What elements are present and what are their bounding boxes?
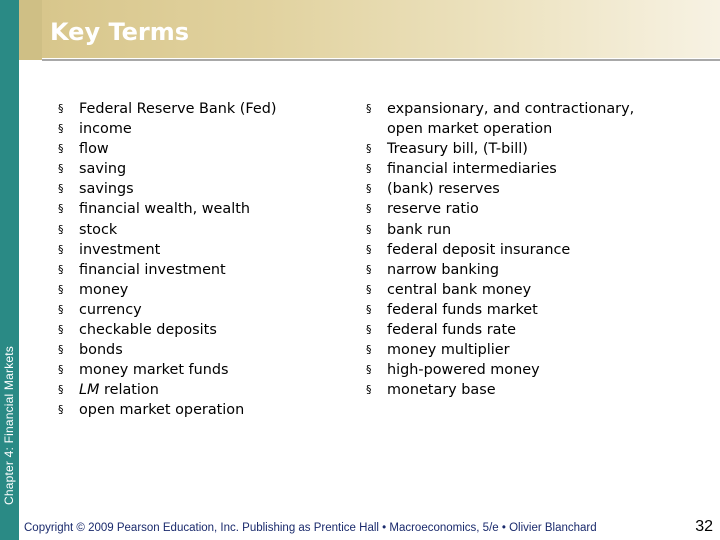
term-text: financial intermediaries bbox=[387, 161, 557, 178]
bullet-icon: § bbox=[58, 363, 64, 377]
bullet-icon: § bbox=[58, 383, 64, 397]
key-terms-right-list bbox=[366, 99, 686, 400]
list-item bbox=[58, 400, 318, 420]
list-item bbox=[366, 360, 686, 380]
term-text: currency bbox=[79, 301, 142, 318]
term-text: financial investment bbox=[79, 261, 226, 278]
term-text: money bbox=[79, 281, 129, 298]
bullet-icon: § bbox=[366, 363, 372, 377]
bullet-icon: § bbox=[58, 182, 64, 196]
bullet-icon: § bbox=[366, 182, 372, 196]
list-item bbox=[58, 300, 318, 320]
term-text: open market operation bbox=[79, 402, 245, 419]
bullet-icon: § bbox=[58, 102, 64, 115]
term-text-continued: open market operation bbox=[387, 121, 553, 138]
list-item bbox=[366, 380, 686, 400]
term-text: high-powered money bbox=[387, 362, 540, 379]
bullet-icon: § bbox=[366, 222, 372, 236]
list-item bbox=[366, 220, 686, 240]
term-text: federal funds rate bbox=[387, 322, 516, 339]
bullet-icon: § bbox=[366, 383, 372, 397]
term-text: bonds bbox=[79, 342, 123, 359]
list-item bbox=[366, 159, 686, 179]
bullet-icon: § bbox=[58, 262, 64, 276]
list-item bbox=[366, 99, 686, 139]
term-text: bank run bbox=[387, 221, 452, 238]
bullet-icon: § bbox=[366, 262, 372, 276]
bullet-icon: § bbox=[366, 302, 372, 316]
page-number: 32 bbox=[695, 518, 713, 535]
bullet-icon: § bbox=[366, 323, 372, 337]
list-item bbox=[58, 99, 318, 119]
list-item bbox=[58, 220, 318, 240]
term-text: federal funds market bbox=[387, 301, 538, 318]
bullet-icon: § bbox=[366, 343, 372, 357]
list-item bbox=[366, 320, 686, 340]
term-text: Treasury bill, (T-bill) bbox=[387, 141, 528, 158]
bullet-icon: § bbox=[58, 142, 64, 156]
list-item bbox=[58, 199, 318, 219]
bullet-icon: § bbox=[58, 343, 64, 357]
list-item bbox=[366, 280, 686, 300]
list-item bbox=[366, 340, 686, 360]
bullet-icon: § bbox=[58, 202, 64, 216]
term-text: narrow banking bbox=[387, 261, 500, 278]
copyright-notice: Copyright © 2009 Pearson Education, Inc. Publishing as Prentice Hall • Macroeconomics, 5/e • Olivier Blanchard bbox=[24, 522, 597, 534]
bullet-icon: § bbox=[58, 323, 64, 337]
list-item bbox=[58, 340, 318, 360]
bullet-icon: § bbox=[58, 122, 64, 136]
term-text: financial wealth, wealth bbox=[79, 201, 250, 218]
bullet-icon: § bbox=[58, 242, 64, 256]
term-text: money market funds bbox=[79, 362, 229, 379]
list-item bbox=[58, 320, 318, 340]
bullet-icon: § bbox=[58, 162, 64, 176]
term-text: (bank) reserves bbox=[387, 181, 500, 198]
title-divider bbox=[42, 59, 720, 61]
list-item bbox=[58, 159, 318, 179]
list-item bbox=[366, 240, 686, 260]
key-terms-left-list bbox=[58, 99, 318, 421]
bullet-icon: § bbox=[366, 162, 372, 176]
term-text: expansionary, and contractionary, bbox=[387, 101, 635, 117]
bullet-icon: § bbox=[58, 222, 64, 236]
list-item bbox=[58, 119, 318, 139]
bullet-icon: § bbox=[366, 242, 372, 256]
term-text: stock bbox=[79, 221, 118, 238]
term-text: Federal Reserve Bank (Fed) bbox=[79, 101, 277, 117]
term-text: income bbox=[79, 121, 132, 138]
list-item bbox=[366, 260, 686, 280]
list-item bbox=[366, 139, 686, 159]
bullet-icon: § bbox=[58, 282, 64, 296]
bullet-icon: § bbox=[58, 403, 64, 417]
term-text: saving bbox=[79, 161, 127, 178]
bullet-icon: § bbox=[366, 142, 372, 156]
list-item bbox=[366, 199, 686, 219]
title-banner-tab bbox=[19, 0, 42, 60]
term-text: federal deposit insurance bbox=[387, 241, 571, 258]
list-item bbox=[58, 139, 318, 159]
list-item bbox=[366, 300, 686, 320]
term-text: reserve ratio bbox=[387, 201, 479, 218]
bullet-icon: § bbox=[366, 102, 372, 115]
list-item bbox=[58, 240, 318, 260]
chapter-label: Chapter 4: Financial Markets bbox=[2, 346, 16, 505]
term-text: investment bbox=[79, 241, 161, 258]
list-item bbox=[58, 380, 318, 400]
bullet-icon: § bbox=[366, 202, 372, 216]
term-text-suffix: relation bbox=[99, 382, 159, 399]
page-title: Key Terms bbox=[50, 18, 190, 46]
list-item bbox=[58, 179, 318, 199]
bullet-icon: § bbox=[366, 282, 372, 296]
list-item bbox=[366, 179, 686, 199]
list-item bbox=[58, 280, 318, 300]
bullet-icon: § bbox=[58, 302, 64, 316]
list-item bbox=[58, 260, 318, 280]
term-text-italic: LM bbox=[79, 382, 100, 399]
term-text: money multiplier bbox=[387, 342, 510, 359]
term-text: flow bbox=[79, 141, 109, 158]
term-text: savings bbox=[79, 181, 134, 198]
list-item bbox=[58, 360, 318, 380]
term-text: checkable deposits bbox=[79, 322, 217, 339]
term-text: monetary base bbox=[387, 382, 496, 399]
term-text: central bank money bbox=[387, 281, 532, 298]
